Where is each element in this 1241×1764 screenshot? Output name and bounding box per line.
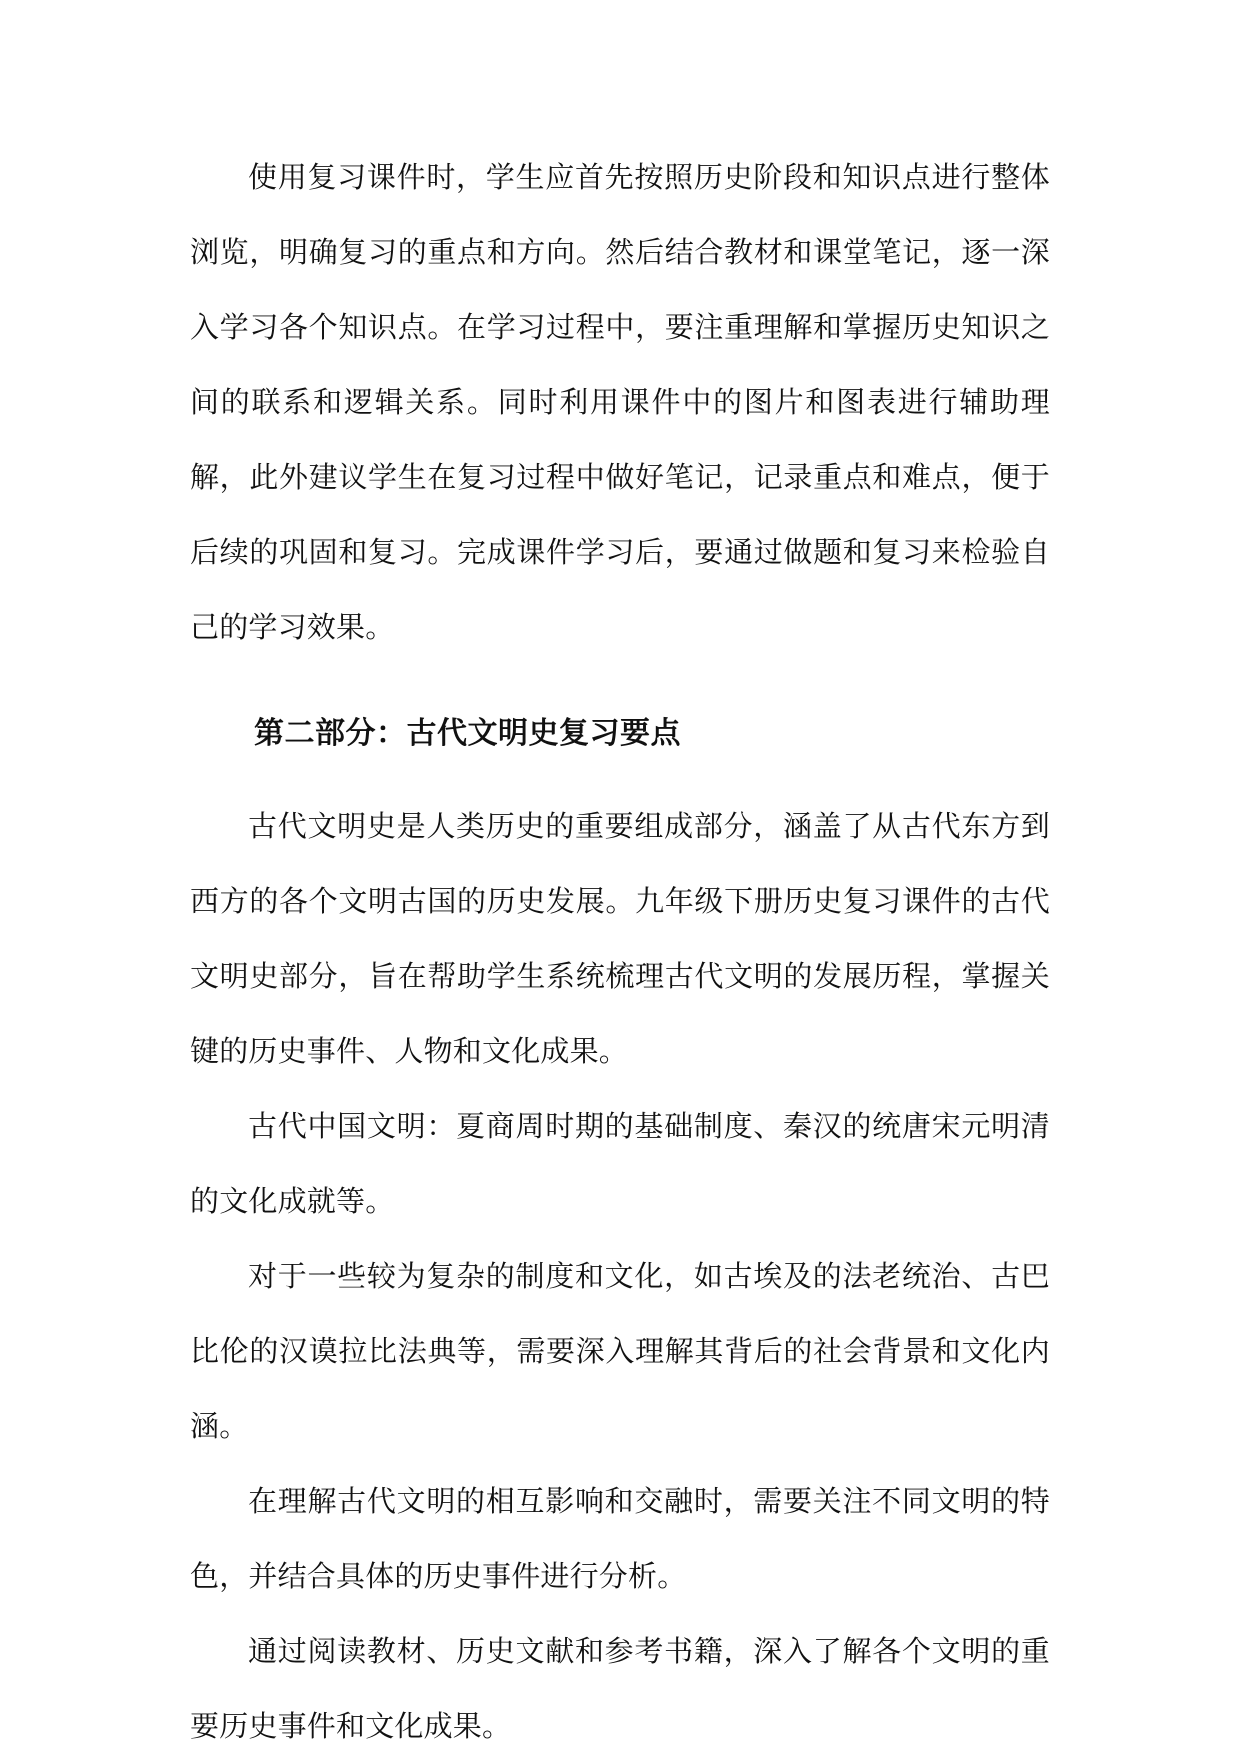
section-paragraph-3: 对于一些较为复杂的制度和文化，如古埃及的法老统治、古巴比伦的汉谟拉比法典等，需要深入理解其背后的社会背景和文化内涵。 <box>190 1259 1050 1443</box>
section-paragraph-1: 古代文明史是人类历史的重要组成部分，涵盖了从古代东方到西方的各个文明古国的历史发展。九年级下册历史复习课件的古代文明史部分，旨在帮助学生系统梳理古代文明的发展历程，掌握关键的历史事件、人物和文化成果。 <box>190 809 1050 1068</box>
document-content <box>190 140 1050 1764</box>
intro-paragraph: 使用复习课件时，学生应首先按照历史阶段和知识点进行整体浏览，明确复习的重点和方向。然后结合教材和课堂笔记，逐一深入学习各个知识点。在学习过程中，要注重理解和掌握历史知识之间的联系和逻辑关系。同时利用课件中的图片和图表进行辅助理解，此外建议学生在复习过程中做好笔记，记录重点和难点，便于后续的巩固和复习。完成课件学习后，要通过做题和复习来检验自己的学习效果。 <box>190 160 1050 644</box>
section-paragraph-2: 古代中国文明：夏商周时期的基础制度、秦汉的统唐宋元明清的文化成就等。 <box>190 1109 1050 1218</box>
section-heading: 第二部分：古代文明史复习要点 <box>254 716 681 751</box>
section-paragraph-4: 在理解古代文明的相互影响和交融时，需要关注不同文明的特色，并结合具体的历史事件进行分析。 <box>190 1484 1050 1593</box>
section-paragraph-5: 通过阅读教材、历史文献和参考书籍，深入了解各个文明的重要历史事件和文化成果。 <box>190 1634 1050 1743</box>
